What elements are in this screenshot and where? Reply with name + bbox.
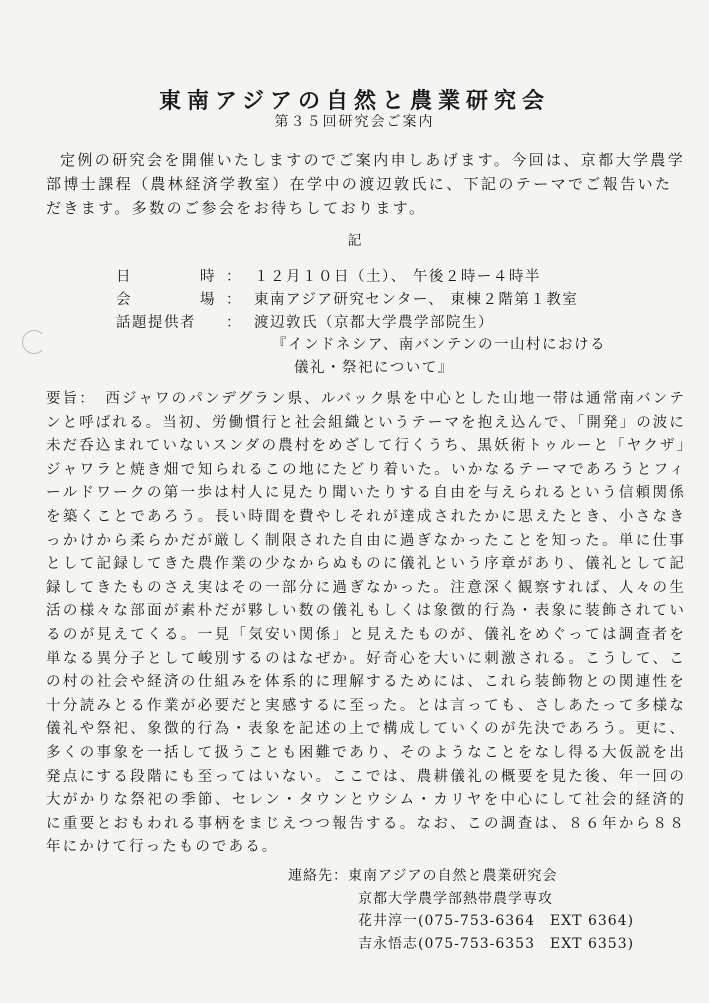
speaker-colon: ：	[226, 315, 242, 331]
venue-value: 東南アジア研究センター、 東棟２階第１教室	[254, 292, 579, 308]
contact-org: 東南アジアの自然と農業研究会	[348, 868, 558, 884]
venue-colon: ：	[226, 292, 242, 308]
abstract-paragraph: 要旨： 西ジャワのパンデグラン県、ルバック県を中心とした山地一帯は通常南バンテンと呼ばれる。当初、労働慣行と社会組織というテーマを抱え込んで、「開発」の波に未だ呑込まれていないスンダの農村をめざして行くうち、黒妖術トゥルーと「ヤクザ」ジャワラと焼き畑で知られるこの地にたどり着いた。いかなるテーマであろうとフィールドワークの第一歩は村人に見たり聞いたりする自由を与えられるという信頼関係を築くことであろう。長い時間を費やしそれが達成されたかに思えたとき、小さなきっかけから柔らかだが厳しく制限された自由に過ぎなかったことを知った。単に仕事として記録してきた農作業の少なからぬものに儀礼という序章があり、儀礼として記録してきたものさえ実はその一部分に過ぎなかった。注意深く観察すれば、人々の生活の様々な部面が素朴だが夥しい数の儀礼もしくは象徴的行為・表象に装飾されているのが見えてくる。一見「気安い関係」と見えたものが、儀礼をめぐっては調査者を単なる異分子として峻別するのはなぜか。好奇心を大いに刺激される。こうして、この村の社会や経済の仕組みを体系的に理解するためには、これら装飾物との関連性を十分読みとる作業が必要だと実感するに至った。とは言っても、さしあたって多様な儀礼や祭祀、象徴的行為・表象を記述の上で構成していくのが先決であろう。更に、多くの事象を一括して扱うことも困難であり、そのようなことをなし得る大仮説を出発点にする段階にも至ってはいない。ここでは、農耕儀礼の概要を見た後、年一回の大がかりな祭祀の季節、セレン・タウンとウシム・カリヤを中心にして社会的経済的に重要とおもわれる事柄をまじえつつ報告する。なお、この調査は、８６年から８８年にかけて行ったものである。	[46, 391, 686, 856]
document-title: 東南アジアの自然と農業研究会	[158, 88, 551, 114]
venue-row	[116, 289, 578, 312]
contact-label: 連絡先：	[288, 868, 348, 884]
speaker-label: 話題提供者	[116, 315, 196, 331]
contact-dept: 京都大学農学部熱帯農学専攻	[358, 890, 553, 907]
date-value: １２月１０日（土）、 午後２時ー４時半	[254, 269, 541, 285]
talk-theme	[272, 334, 606, 380]
contact-org-line	[288, 865, 634, 888]
date-colon: ：	[226, 269, 242, 285]
document-subtitle: 第３５回研究会ご案内	[274, 114, 435, 130]
speaker-value: 渡辺敦氏（京都大学農学部院生）	[254, 315, 494, 331]
ki-heading: 記	[347, 233, 362, 249]
venue-label: 会 場	[116, 292, 216, 308]
date-row	[116, 266, 578, 289]
contact-person-2: 吉永悟志(075-753-6353 EXT 6353)	[358, 935, 635, 952]
intro-paragraph: 定例の研究会を開催いたしますのでご案内申しあげます。今回は、京都大学農学部博士課程（農林経済学教室）在学中の渡辺敦氏に、下記のテーマでご報告いただきます。多数のご参会をお待ちしております。	[46, 151, 686, 217]
speaker-row	[116, 312, 578, 335]
theme-line-2: 儀礼・祭祀について』	[294, 360, 454, 376]
date-label: 日 時	[116, 269, 216, 285]
contact-block	[288, 865, 634, 955]
theme-line-1: 『インドネシア、南バンテンの一山村における	[272, 337, 606, 353]
contact-person-1: 花井淳一(075-753-6364 EXT 6364)	[358, 913, 635, 929]
punch-hole-mark	[22, 330, 46, 354]
event-details	[116, 266, 578, 335]
